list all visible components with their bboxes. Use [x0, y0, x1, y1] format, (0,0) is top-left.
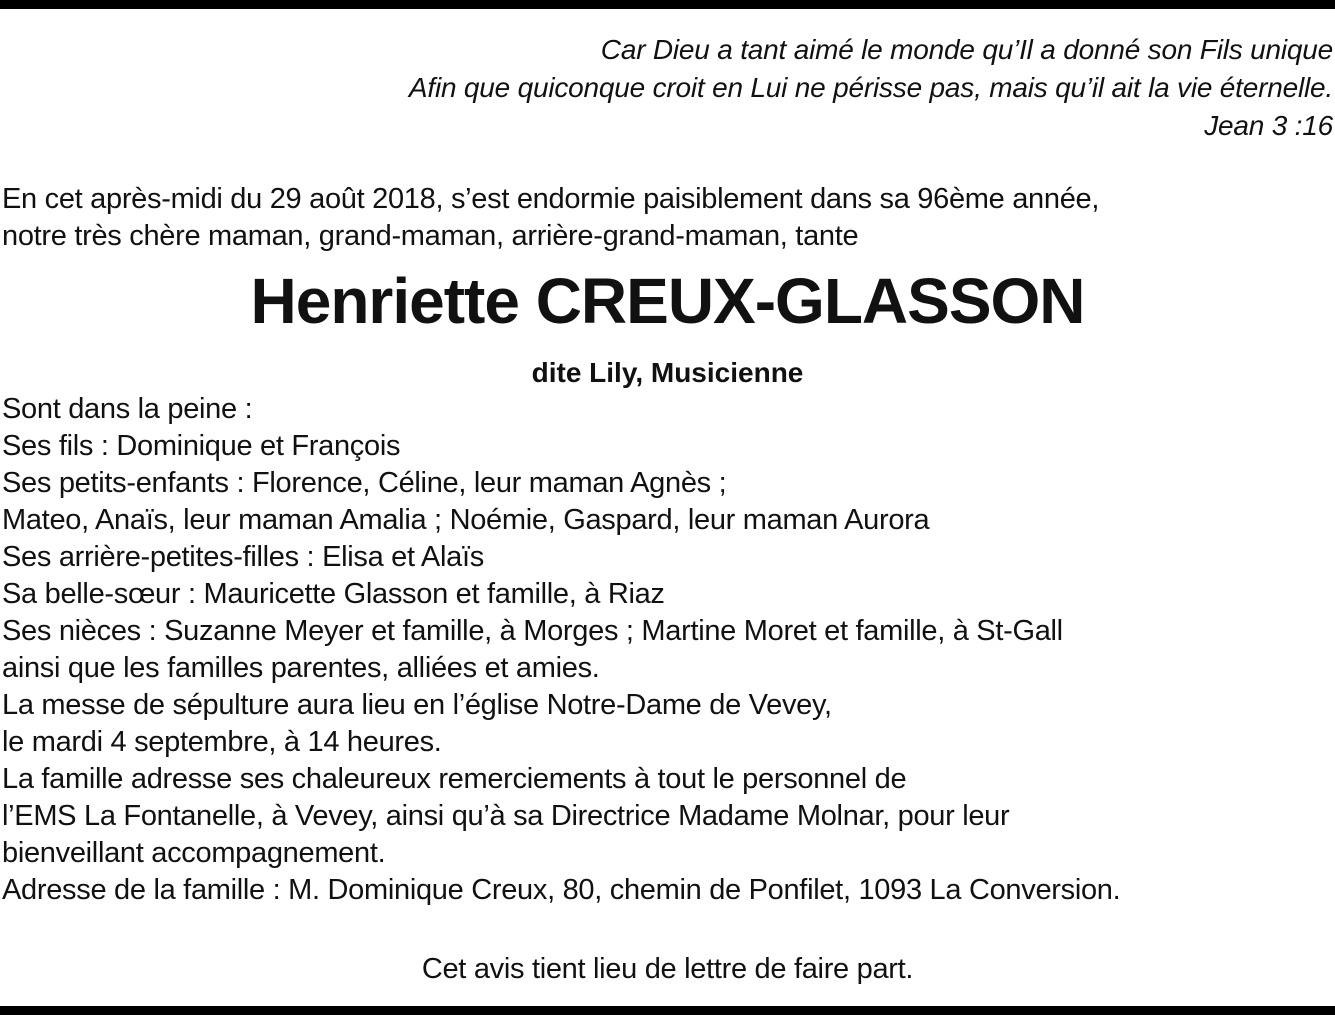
body-line: Adresse de la famille : M. Dominique Creux, 80, chemin de Ponfilet, 1093 La Conversion.: [2, 874, 1121, 906]
body-line: Mateo, Anaïs, leur maman Amalia ; Noémie, Gaspard, leur maman Aurora: [2, 504, 930, 536]
body-line: bienveillant accompagnement.: [2, 837, 386, 869]
bible-verse: [13, 31, 1333, 145]
intro-line: notre très chère maman, grand-maman, arrière-grand-maman, tante: [2, 220, 859, 252]
body-line: Sa belle-sœur : Mauricette Glasson et famille, à Riaz: [2, 578, 665, 610]
deceased-subtitle: dite Lily, Musicienne: [531, 357, 804, 388]
announcement-body: [2, 391, 1322, 909]
body-line: Ses nièces : Suzanne Meyer et famille, à Morges ; Martine Moret et famille, à St-Gall: [2, 615, 1063, 647]
verse-reference: Jean 3 :16: [1204, 110, 1333, 141]
deceased-name: Henriette CREUX-GLASSON: [250, 265, 1085, 337]
verse-line: Car Dieu a tant aimé le monde qu’Il a donné son Fils unique: [600, 34, 1333, 65]
body-line: Ses fils : Dominique et François: [2, 430, 401, 462]
body-line: le mardi 4 septembre, à 14 heures.: [2, 726, 442, 758]
bottom-border-rule: [0, 1006, 1335, 1015]
body-line: l’EMS La Fontanelle, à Vevey, ainsi qu’à sa Directrice Madame Molnar, pour leur: [2, 800, 1010, 832]
announcement-intro: [2, 181, 1322, 255]
verse-line: Afin que quiconque croit en Lui ne périsse pas, mais qu’il ait la vie éternelle.: [408, 72, 1333, 103]
body-line: Sont dans la peine :: [2, 393, 253, 425]
body-line: La messe de sépulture aura lieu en l’église Notre-Dame de Vevey,: [2, 689, 832, 721]
body-line: ainsi que les familles parentes, alliées et amies.: [2, 652, 600, 684]
body-line: Ses arrière-petites-filles : Elisa et Alaïs: [2, 541, 484, 573]
body-line: La famille adresse ses chaleureux remerciements à tout le personnel de: [2, 763, 907, 795]
body-line: Ses petits-enfants : Florence, Céline, leur maman Agnès ;: [2, 467, 727, 499]
intro-line: En cet après-midi du 29 août 2018, s’est endormie paisiblement dans sa 96ème année,: [2, 183, 1100, 215]
top-border-rule: [0, 0, 1335, 9]
closing-note: Cet avis tient lieu de lettre de faire part.: [421, 953, 914, 985]
